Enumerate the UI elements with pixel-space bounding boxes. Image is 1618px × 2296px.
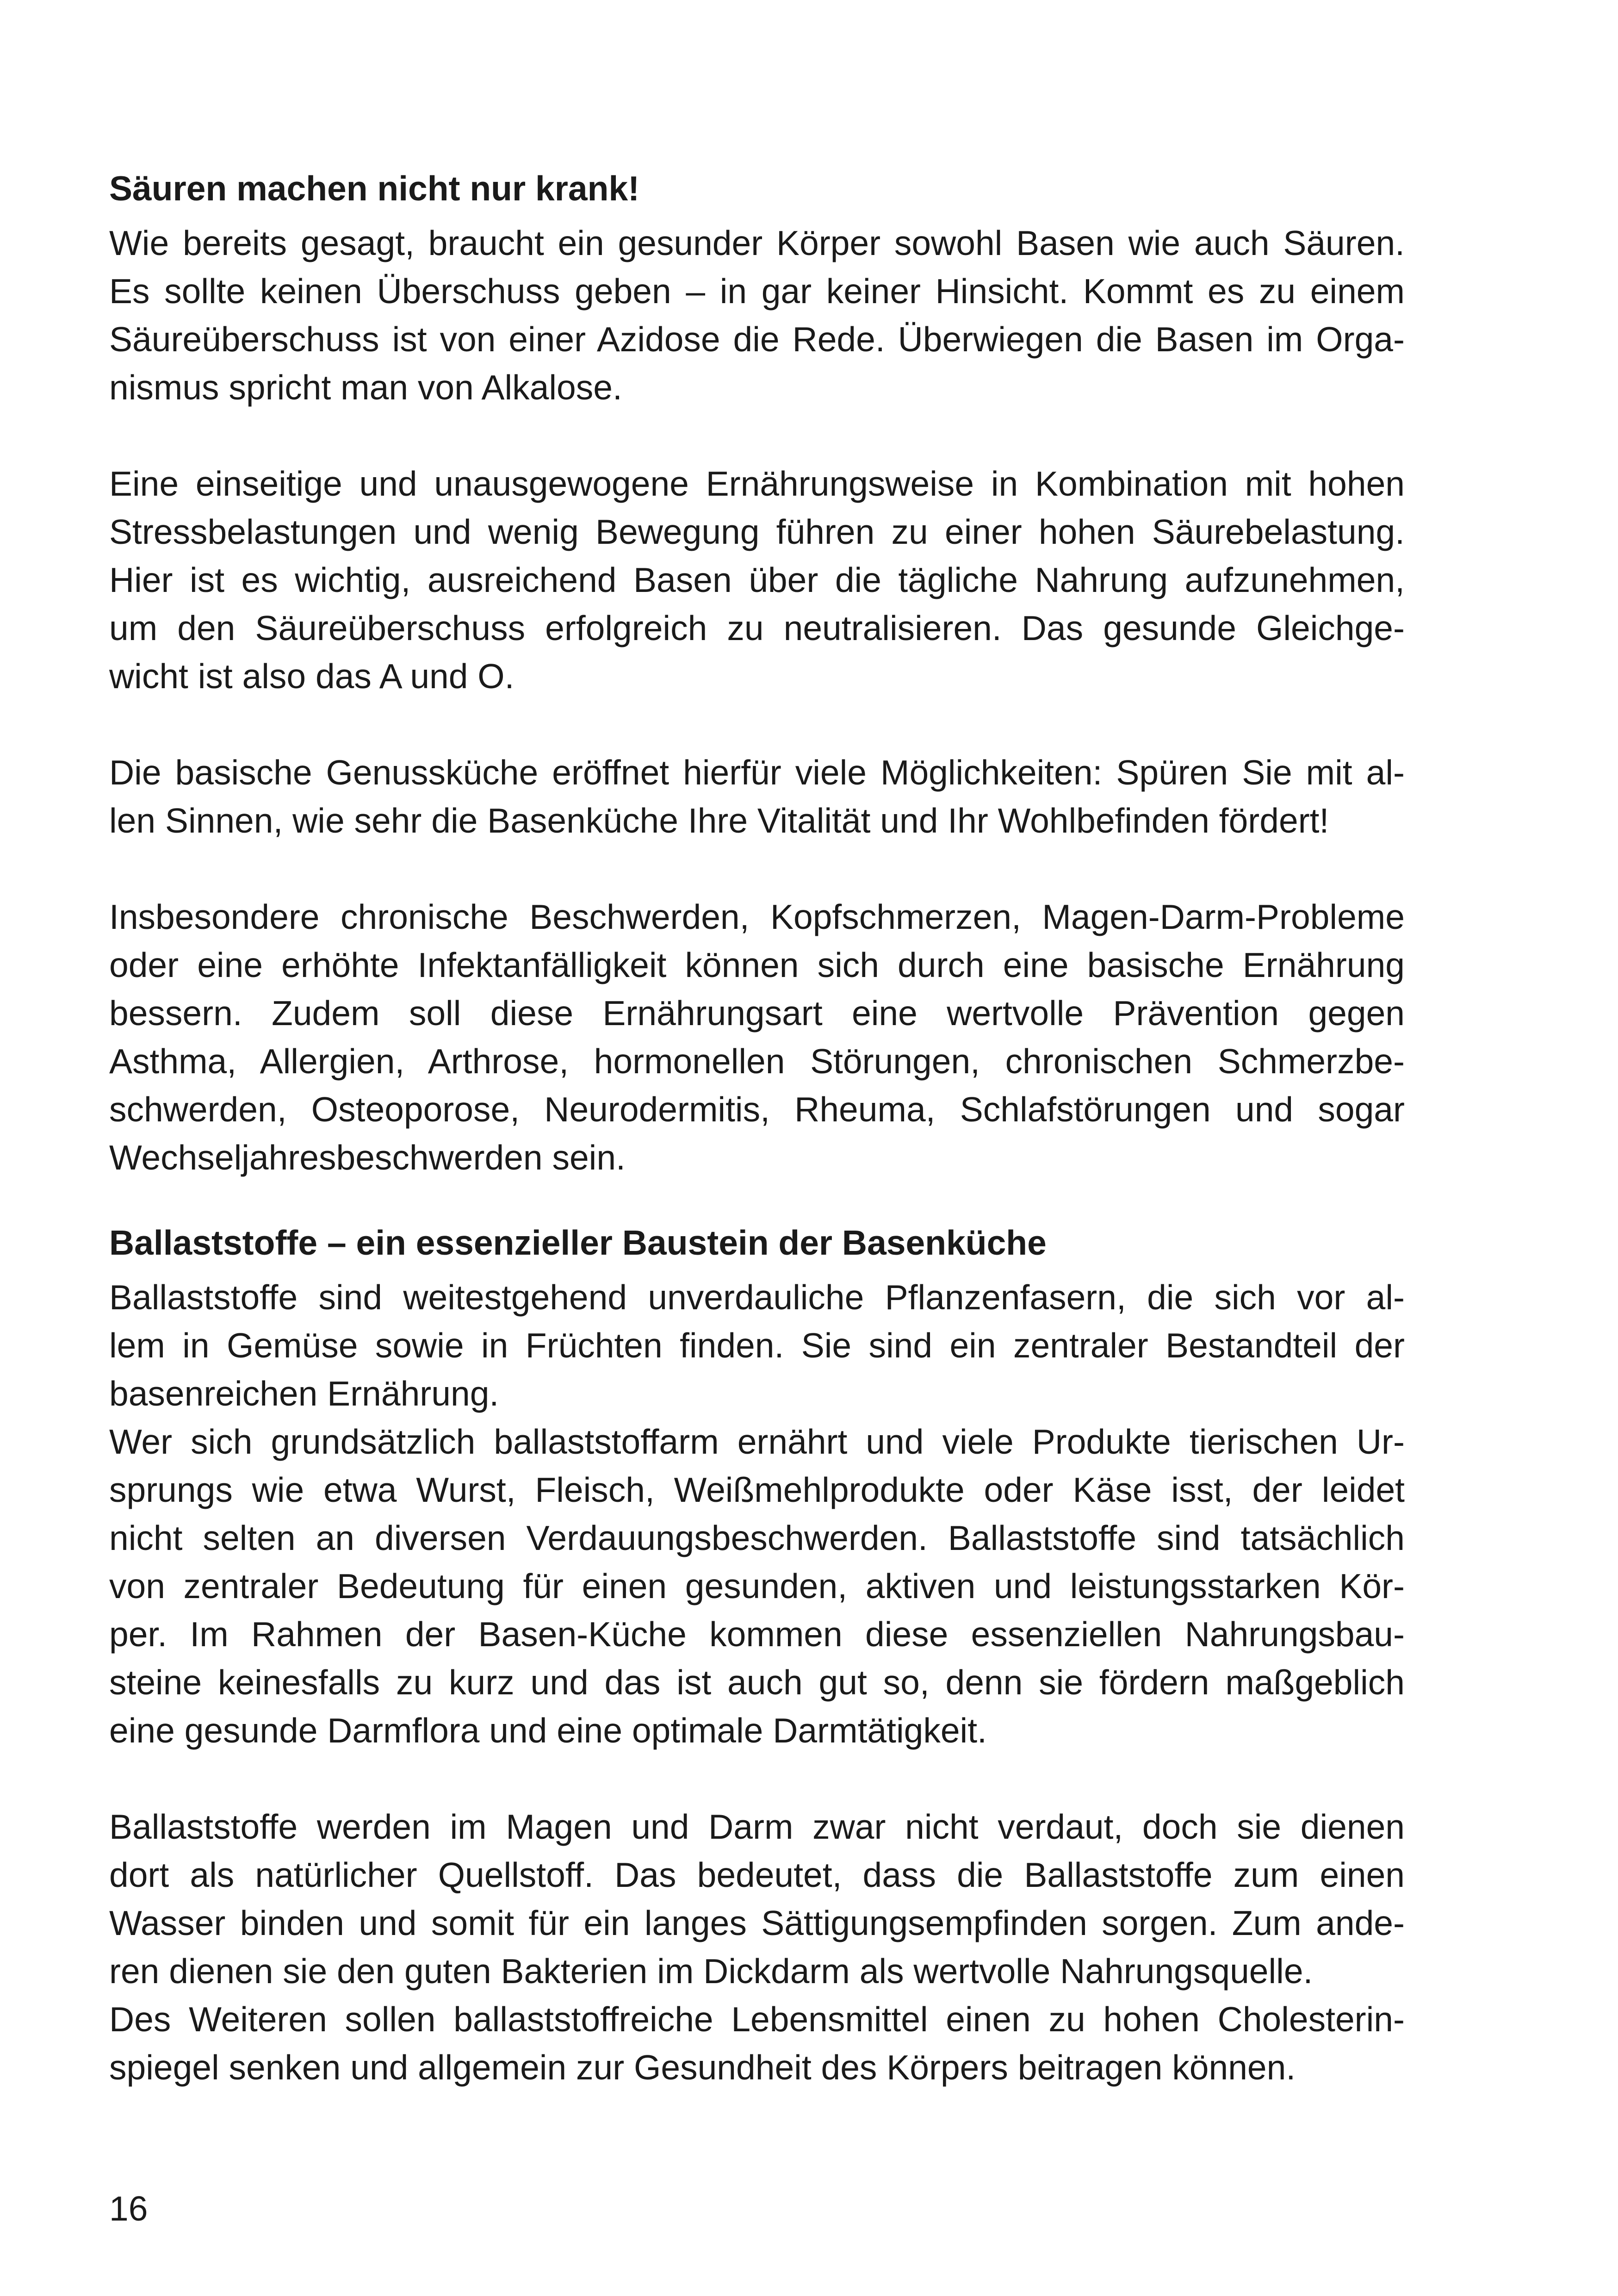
text-line: Die basische Genussküche eröffnet hierfür viele Möglichkeiten: Spüren Sie mit al- [109,753,1405,792]
text-line: Insbesondere chronische Beschwerden, Kopfschmerzen, Magen-Darm-Probleme [109,897,1405,936]
text-line: Wasser binden und somit für ein langes Sättigungsempfinden sorgen. Zum ande- [109,1904,1405,1942]
text-line: lem in Gemüse sowie in Früchten finden. Sie sind ein zentraler Bestandteil der [109,1326,1405,1365]
text-line: um den Säureüberschuss erfolgreich zu neutralisieren. Das gesunde Gleichge- [109,609,1405,647]
text-line: dort als natürlicher Quellstoff. Das bedeutet, dass die Ballaststoffe zum einen [109,1855,1405,1894]
text-line: wicht ist also das A und O. [109,657,515,696]
text-line: schwerden, Osteoporose, Neurodermitis, Rheuma, Schlafstörungen und sogar [109,1090,1405,1129]
text-line: Hier ist es wichtig, ausreichend Basen über die tägliche Nahrung aufzunehmen, [109,560,1405,599]
text-line: oder eine erhöhte Infektanfälligkeit können sich durch eine basische Ernährung [109,946,1405,984]
text-line: Stressbelastungen und wenig Bewegung führen zu einer hohen Säurebelastung. [109,512,1405,551]
section-heading: Ballaststoffe – ein essenzieller Baustein der Basenküche [109,1223,1047,1262]
text-line: nismus spricht man von Alkalose. [109,368,622,407]
text-line: spiegel senken und allgemein zur Gesundheit des Körpers beitragen können. [109,2048,1296,2087]
paragraph [109,460,1405,700]
text-line: Ballaststoffe sind weitestgehend unverdauliche Pflanzenfasern, die sich vor al- [109,1278,1405,1317]
text-line: sprungs wie etwa Wurst, Fleisch, Weißmehlprodukte oder Käse isst, der leidet [109,1470,1405,1509]
paragraph [109,748,1405,845]
text-line: Wer sich grundsätzlich ballaststoffarm ernährt und viele Produkte tierischen Ur- [109,1422,1405,1461]
text-line: bessern. Zudem soll diese Ernährungsart eine wertvolle Prävention gegen [109,994,1405,1033]
text-line: von zentraler Bedeutung für einen gesunden, aktiven und leistungsstarken Kör- [109,1567,1405,1605]
text-line: Es sollte keinen Überschuss geben – in gar keiner Hinsicht. Kommt es zu einem [109,272,1405,311]
paragraph [109,1273,1405,1418]
paragraph [109,893,1405,1182]
page-number: 16 [109,2189,148,2228]
text-line: Asthma, Allergien, Arthrose, hormonellen Störungen, chronischen Schmerzbe- [109,1042,1405,1081]
text-line: Wie bereits gesagt, braucht ein gesunder Körper sowohl Basen wie auch Säuren. [109,224,1405,262]
section-heading: Säuren machen nicht nur krank! [109,169,640,208]
paragraph [109,1803,1405,2091]
text-line: Des Weiteren sollen ballaststoffreiche Lebensmittel einen zu hohen Cholesterin- [109,2000,1405,2039]
text-line: Säureüberschuss ist von einer Azidose die Rede. Überwiegen die Basen im Orga- [109,320,1405,359]
paragraph [109,219,1405,411]
text-line: Ballaststoffe werden im Magen und Darm zwar nicht verdaut, doch sie dienen [109,1807,1405,1846]
text-line: Eine einseitige und unausgewogene Ernährungsweise in Kombination mit hohen [109,464,1405,503]
text-line: basenreichen Ernährung. [109,1374,499,1413]
text-line: ren dienen sie den guten Bakterien im Dickdarm als wertvolle Nahrungsquelle. [109,1952,1313,1991]
text-line: len Sinnen, wie sehr die Basenküche Ihre Vitalität und Ihr Wohlbefinden fördert! [109,801,1329,840]
text-line: per. Im Rahmen der Basen-Küche kommen diese essenziellen Nahrungsbau- [109,1615,1405,1654]
text-line: nicht selten an diversen Verdauungsbeschwerden. Ballaststoffe sind tatsächlich [109,1518,1405,1557]
text-line: Wechseljahresbeschwerden sein. [109,1138,626,1177]
paragraph [109,1418,1405,1755]
text-line: steine keinesfalls zu kurz und das ist auch gut so, denn sie fördern maßgeblich [109,1663,1405,1702]
text-line: eine gesunde Darmflora und eine optimale Darmtätigkeit. [109,1711,987,1750]
page-content [109,164,1405,2091]
